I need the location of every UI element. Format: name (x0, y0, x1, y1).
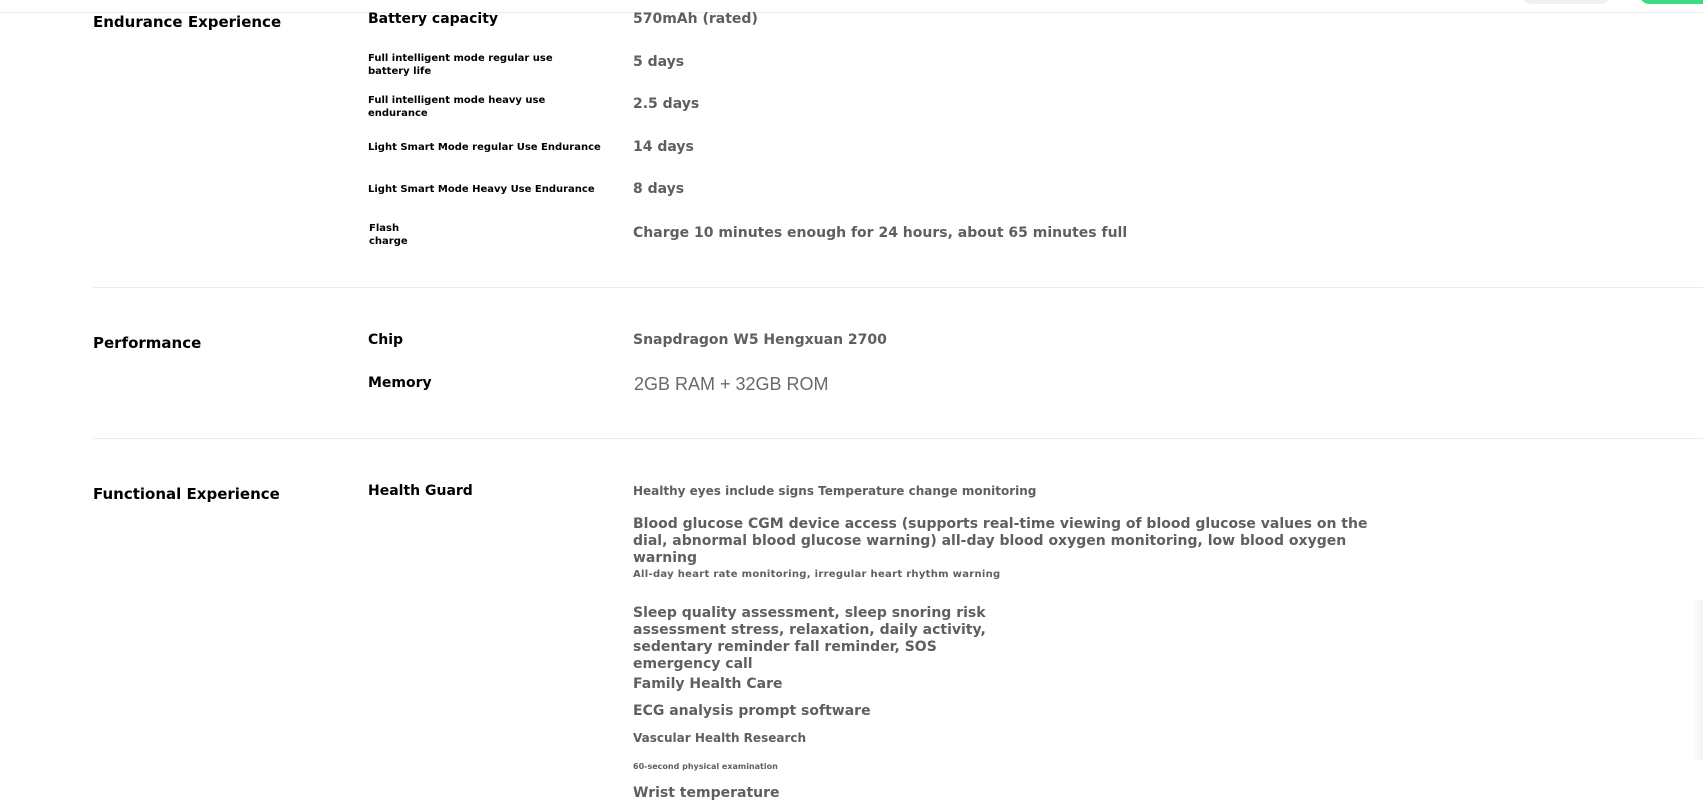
section-divider (93, 287, 1703, 288)
health-feature-item: All-day heart rate monitoring, irregular heart rhythm warning (633, 569, 1001, 580)
spec-value-memory: 2GB RAM + 32GB ROM (634, 374, 829, 394)
spec-value-full-heavy-endurance: 2.5 days (633, 96, 700, 112)
section-label-performance: Performance (93, 334, 202, 352)
spec-value-light-heavy-endurance: 8 days (633, 181, 685, 197)
health-feature-item: Vascular Health Research (633, 731, 807, 745)
header-secondary-button[interactable] (1522, 0, 1610, 4)
section-divider (93, 438, 1703, 439)
spec-value-chip: Snapdragon W5 Hengxuan 2700 (633, 332, 887, 348)
header-buy-button[interactable] (1640, 0, 1703, 4)
health-feature-item: Healthy eyes include signs Temperature change monitoring (633, 484, 1037, 498)
spec-key-memory: Memory (368, 375, 432, 391)
spec-value-light-regular-endurance: 14 days (633, 139, 694, 155)
spec-key-full-heavy-endurance: Full intelligent mode heavy use endurance (368, 95, 546, 119)
spec-key-health-guard: Health Guard (368, 483, 473, 499)
section-label-endurance: Endurance Experience (93, 13, 282, 31)
scroll-edge-shadow (1691, 600, 1703, 760)
health-feature-item: ECG analysis prompt software (633, 703, 871, 719)
spec-key-light-heavy-endurance: Light Smart Mode Heavy Use Endurance (368, 184, 595, 195)
spec-value-full-regular-life: 5 days (633, 54, 685, 70)
spec-key-light-regular-endurance: Light Smart Mode regular Use Endurance (368, 142, 601, 153)
spec-key-chip: Chip (368, 332, 404, 348)
spec-key-flash-charge: Flash charge (369, 223, 408, 247)
health-feature-item: Sleep quality assessment, sleep snoring risk assessment stress, relaxation, daily activity, sedentary reminder fall reminder, SOS emergency call (633, 605, 986, 672)
spec-key-battery-capacity: Battery capacity (368, 11, 499, 27)
health-feature-item: Family Health Care (633, 676, 783, 692)
section-label-functional: Functional Experience (93, 485, 280, 503)
health-feature-item: 60-second physical examination (633, 762, 778, 771)
spec-key-full-regular-life: Full intelligent mode regular use battery life (368, 53, 553, 77)
spec-value-flash-charge: Charge 10 minutes enough for 24 hours, about 65 minutes full (633, 225, 1128, 241)
health-feature-item: Blood glucose CGM device access (supports real-time viewing of blood glucose values on the dial, abnormal blood glucose warning) all-day blood oxygen monitoring, low blood oxygen warning (633, 516, 1368, 566)
spec-value-battery-capacity: 570mAh (rated) (633, 11, 758, 27)
health-feature-item: Wrist temperature (633, 785, 780, 801)
